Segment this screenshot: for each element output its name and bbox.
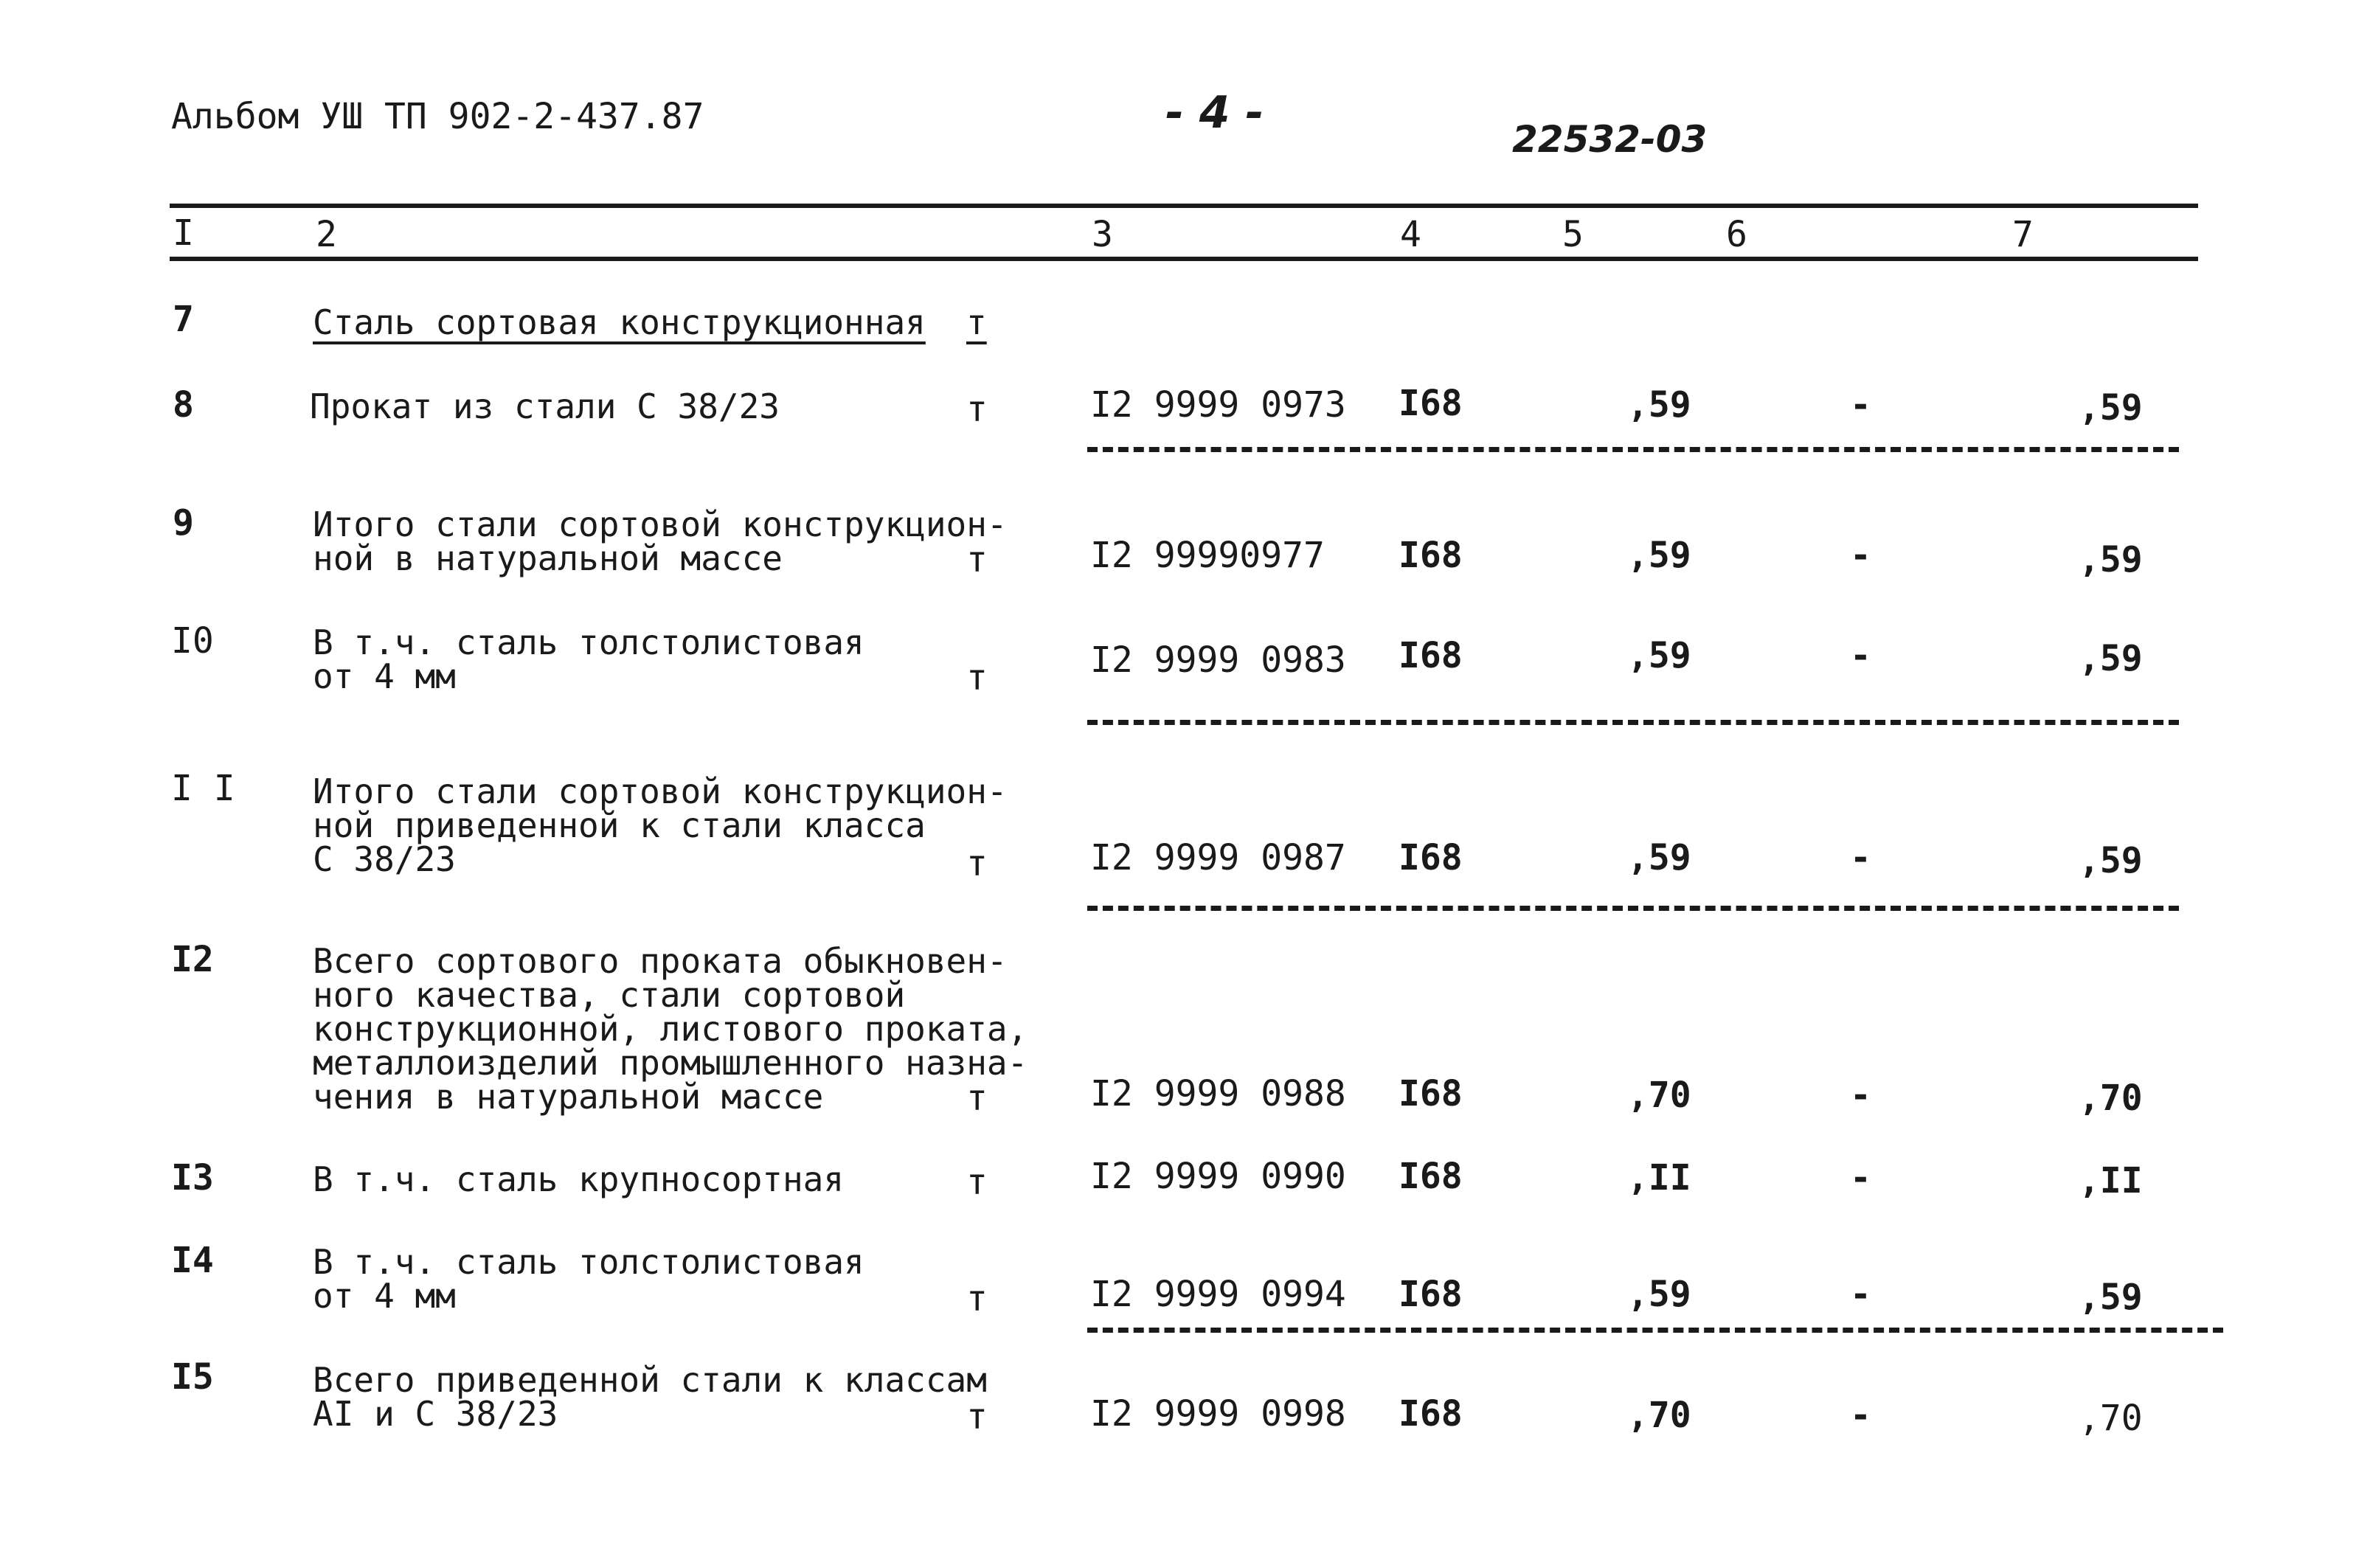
row-col4: I68 xyxy=(1399,535,1463,576)
row-col4: I68 xyxy=(1399,1156,1463,1197)
row-number: I4 xyxy=(171,1240,214,1281)
row-name-line: В т.ч. сталь крупносортная xyxy=(313,1159,845,1199)
dashed-separator xyxy=(1087,447,2179,452)
row-name-line: от 4 мм xyxy=(313,656,456,696)
row-name-line: Всего приведенной стали к классам xyxy=(313,1360,987,1400)
row-name-line: В т.ч. сталь толстолистовая xyxy=(313,622,864,662)
row-number: I0 xyxy=(171,620,214,662)
row-unit: т xyxy=(966,1162,988,1203)
row-unit: т xyxy=(966,1078,988,1119)
dashed-separator xyxy=(1087,906,2179,911)
row-col7: ,59 xyxy=(2079,387,2143,429)
row-name-line: Всего сортового проката обыкновен- xyxy=(313,941,1008,981)
row-name-line: Итого стали сортовой конструкцион- xyxy=(313,771,1008,811)
row-col4: I68 xyxy=(1399,837,1463,878)
section-unit: т xyxy=(966,302,987,342)
row-unit: т xyxy=(966,539,988,580)
row-code: I2 9999 0998 xyxy=(1090,1393,1346,1435)
row-col5: ,59 xyxy=(1627,535,1691,576)
section-title: Сталь сортовая конструкционная xyxy=(313,302,926,342)
row-name-line: от 4 мм xyxy=(313,1276,456,1316)
column-head-2: 2 xyxy=(316,214,337,255)
document-code: 22532-03 xyxy=(1512,118,1708,161)
row-code: I2 9999 0988 xyxy=(1090,1073,1346,1114)
row-name-line: ного качества, стали сортовой xyxy=(313,975,906,1015)
row-col4: I68 xyxy=(1399,635,1463,676)
row-col5: ,II xyxy=(1627,1157,1691,1198)
row-name-line: ной в натуральной массе xyxy=(313,538,783,578)
row-name-line: В т.ч. сталь толстолистовая xyxy=(313,1242,864,1282)
row-col7: ,70 xyxy=(2079,1398,2143,1439)
column-head-3: 3 xyxy=(1092,214,1113,255)
row-col7: ,59 xyxy=(2079,840,2143,881)
row-number: 7 xyxy=(173,299,194,340)
row-col7: ,II xyxy=(2079,1160,2143,1201)
row-col7: ,70 xyxy=(2079,1078,2143,1119)
row-col6: - xyxy=(1850,1075,1871,1116)
dashed-separator xyxy=(1087,1328,2223,1333)
row-col6: - xyxy=(1850,635,1871,676)
row-col4: I68 xyxy=(1399,1073,1463,1114)
row-col5: ,59 xyxy=(1627,837,1691,878)
row-col5: ,59 xyxy=(1627,384,1691,426)
table-top-rule xyxy=(170,204,2198,208)
row-number: 9 xyxy=(173,502,194,544)
row-col5: ,70 xyxy=(1627,1075,1691,1116)
row-col7: ,59 xyxy=(2079,539,2143,580)
row-unit: т xyxy=(966,389,988,430)
row-name-line: чения в натуральной массе xyxy=(313,1077,824,1117)
row-name-line: ной приведенной к стали класса xyxy=(313,805,926,845)
row-col5: ,59 xyxy=(1627,635,1691,676)
row-name-line: АI и С 38/23 xyxy=(313,1394,558,1434)
row-code: I2 99990977 xyxy=(1090,535,1325,576)
row-col7: ,59 xyxy=(2079,1277,2143,1318)
column-head-5: 5 xyxy=(1562,214,1584,255)
row-number: I I xyxy=(171,768,235,809)
row-name-line: С 38/23 xyxy=(313,839,456,879)
row-name-line: конструкционной, листового проката, xyxy=(313,1009,1028,1049)
row-code: I2 9999 0987 xyxy=(1090,837,1346,878)
page-number: - 4 - xyxy=(1165,87,1264,139)
table-header-rule xyxy=(170,257,2198,261)
column-head-7: 7 xyxy=(2012,214,2034,255)
row-col4: I68 xyxy=(1399,1274,1463,1315)
row-number: 8 xyxy=(173,384,194,426)
row-unit: т xyxy=(966,843,988,884)
column-head-6: 6 xyxy=(1726,214,1747,255)
album-reference: Альбом УШ ТП 902-2-437.87 xyxy=(171,96,704,137)
row-col5: ,59 xyxy=(1627,1274,1691,1315)
dashed-separator xyxy=(1087,720,2179,725)
row-unit: т xyxy=(966,657,988,698)
row-col6: - xyxy=(1850,837,1871,878)
row-code: I2 9999 0990 xyxy=(1090,1156,1346,1197)
row-col6: - xyxy=(1850,1157,1871,1198)
row-name-line: Итого стали сортовой конструкцион- xyxy=(313,504,1008,544)
row-col4: I68 xyxy=(1399,383,1463,424)
row-unit: т xyxy=(966,1396,988,1437)
row-col4: I68 xyxy=(1399,1393,1463,1435)
row-name-line: металлоизделий промышленного назна- xyxy=(313,1043,1028,1083)
column-head-1: I xyxy=(173,212,194,254)
row-col6: - xyxy=(1850,1395,1871,1436)
row-number: I5 xyxy=(171,1356,214,1398)
row-unit: т xyxy=(966,1278,988,1319)
row-number: I3 xyxy=(171,1157,214,1198)
row-col6: - xyxy=(1850,1274,1871,1315)
row-col7: ,59 xyxy=(2079,638,2143,679)
column-head-4: 4 xyxy=(1400,214,1421,255)
row-code: I2 9999 0973 xyxy=(1090,384,1346,426)
row-col6: - xyxy=(1850,535,1871,576)
row-col6: - xyxy=(1850,384,1871,426)
row-col5: ,70 xyxy=(1627,1395,1691,1436)
row-code: I2 9999 0994 xyxy=(1090,1274,1346,1315)
row-code: I2 9999 0983 xyxy=(1090,639,1346,681)
row-name-line: Прокат из стали С 38/23 xyxy=(310,386,780,426)
row-number: I2 xyxy=(171,939,214,980)
